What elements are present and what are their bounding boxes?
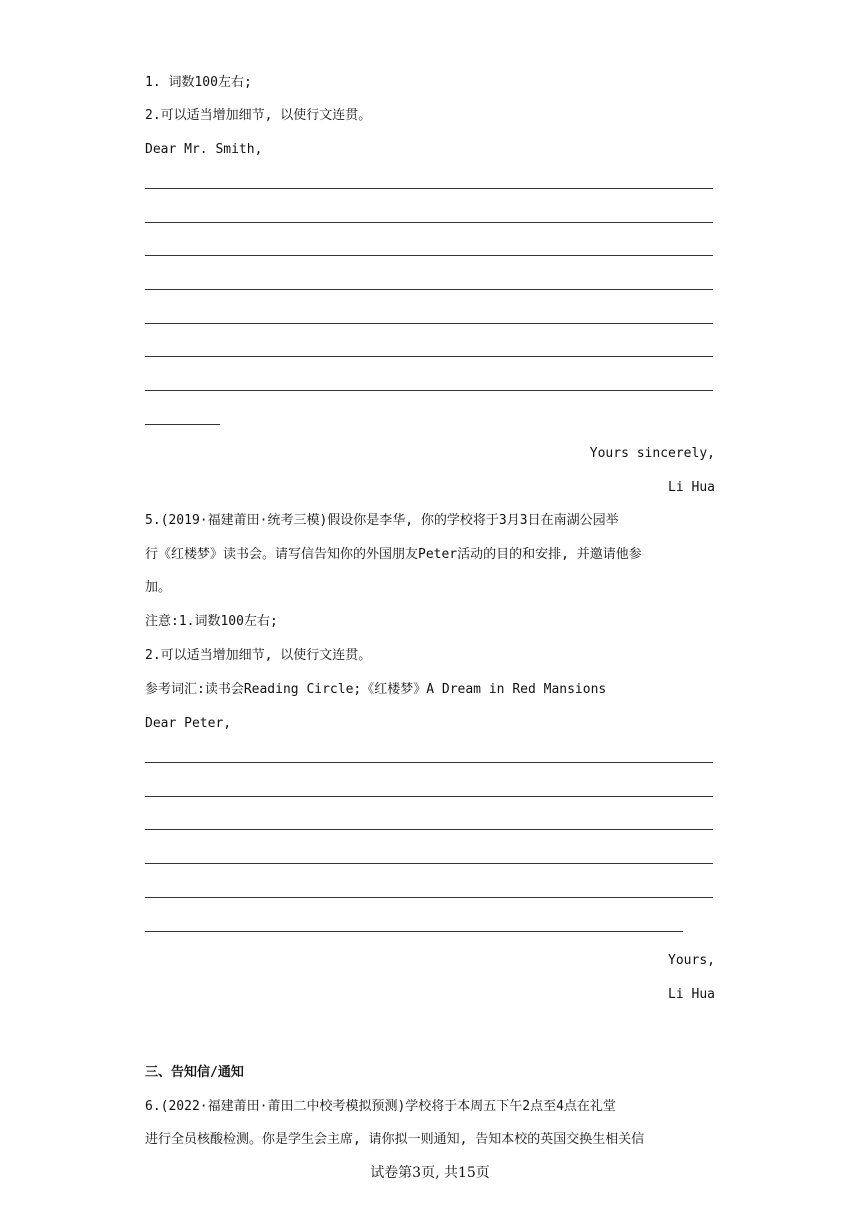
q5-greeting: Dear Peter,	[145, 716, 232, 731]
q4-requirement-2: 2.可以适当增加细节, 以使行文连贯。	[145, 108, 372, 123]
section-heading: 三、告知信/通知	[145, 1065, 244, 1080]
q6-prompt-line-2: 进行全员核酸检测。你是学生会主席, 请你拟一则通知, 告知本校的英国交换生相关信	[145, 1132, 645, 1147]
answer-line	[145, 289, 713, 290]
answer-line	[145, 323, 713, 324]
q5-note-1: 注意:1.词数100左右;	[145, 614, 278, 629]
answer-line	[145, 762, 713, 763]
q5-vocabulary: 参考词汇:读书会Reading Circle;《红楼梦》A Dream in Red Mansions	[145, 682, 607, 697]
q4-signature: Li Hua	[668, 480, 715, 495]
q5-note-2: 2.可以适当增加细节, 以使行文连贯。	[145, 648, 372, 663]
answer-line	[145, 222, 713, 223]
q4-greeting: Dear Mr. Smith,	[145, 142, 263, 157]
answer-line	[145, 255, 713, 256]
q5-closing: Yours,	[668, 953, 715, 968]
answer-line	[145, 829, 713, 830]
answer-line	[145, 356, 713, 357]
q5-signature: Li Hua	[668, 987, 715, 1002]
answer-line-short	[145, 424, 220, 425]
q5-prompt-line-3: 加。	[145, 580, 172, 595]
answer-line-short	[145, 931, 683, 932]
answer-line	[145, 863, 713, 864]
answer-line	[145, 390, 713, 391]
answer-line	[145, 897, 713, 898]
answer-line	[145, 188, 713, 189]
q4-closing: Yours sincerely,	[589, 446, 715, 461]
q5-prompt-line-1: 5.(2019·福建莆田·统考三模)假设你是李华, 你的学校将于3月3日在南湖公园举	[145, 513, 619, 528]
answer-line	[145, 796, 713, 797]
q5-prompt-line-2: 行《红楼梦》读书会。请写信告知你的外国朋友Peter活动的目的和安排, 并邀请他参	[145, 547, 642, 562]
q4-requirement-1: 1. 词数100左右;	[145, 75, 252, 90]
q6-prompt-line-1: 6.(2022·福建莆田·莆田二中校考模拟预测)学校将于本周五下午2点至4点在礼堂	[145, 1099, 616, 1114]
page-footer: 试卷第3页, 共15页	[370, 1165, 490, 1181]
